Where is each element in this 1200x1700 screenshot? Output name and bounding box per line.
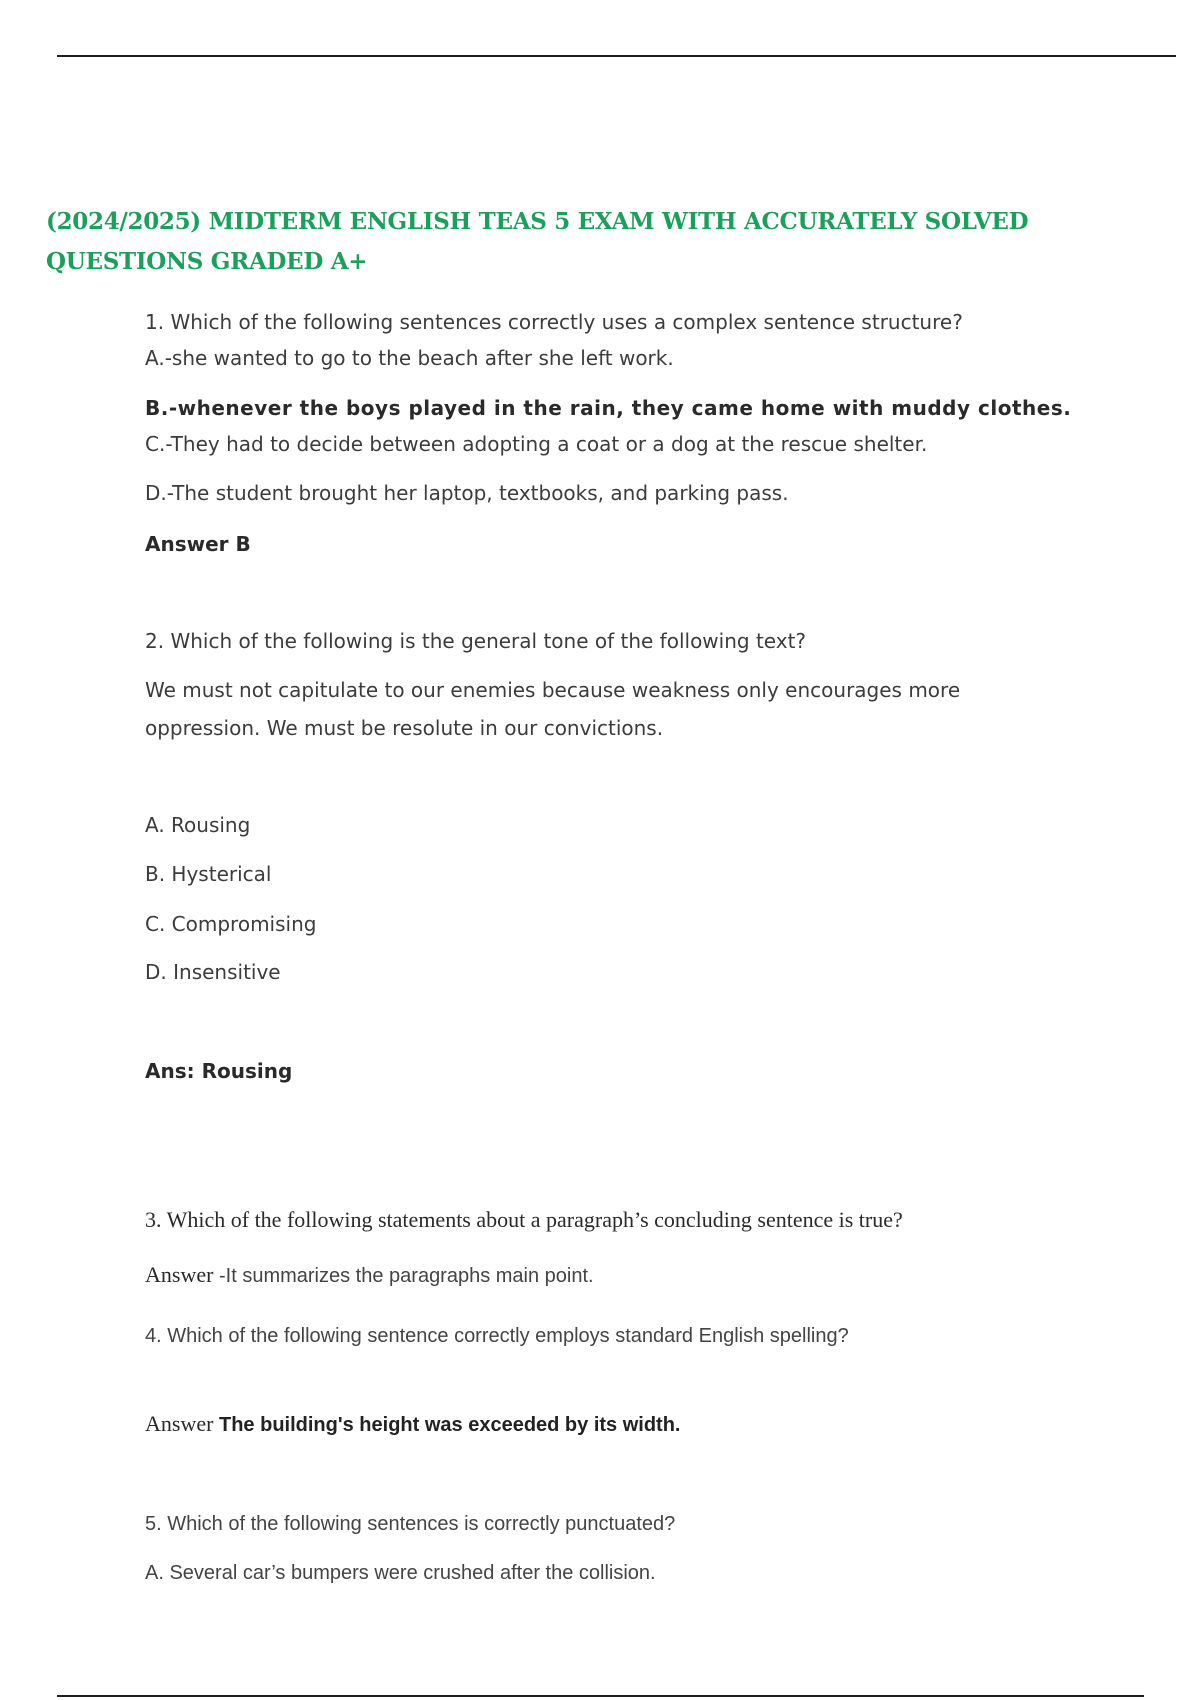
question-1-option-c: C.-They had to decide between adopting a coat or a dog at the rescue shelter.: [145, 432, 928, 456]
question-3-answer: [145, 1262, 594, 1288]
question-1: 1. Which of the following sentences correctly uses a complex sentence structure?: [145, 310, 963, 334]
question-2-option-b: B. Hysterical: [145, 862, 272, 886]
question-2-passage-line-1: We must not capitulate to our enemies because weakness only encourages more: [145, 678, 961, 702]
question-1-option-a: A.-she wanted to go to the beach after she left work.: [145, 346, 674, 370]
question-4-answer-label: Answer: [145, 1411, 214, 1436]
question-4: 4. Which of the following sentence correctly employs standard English spelling?: [145, 1325, 849, 1347]
question-3: 3. Which of the following statements about a paragraph’s concluding sentence is true?: [145, 1207, 903, 1232]
question-3-answer-text: -It summarizes the paragraphs main point.: [213, 1265, 594, 1287]
question-1-option-b: B.-whenever the boys played in the rain, they came home with muddy clothes.: [145, 396, 1072, 420]
question-2-option-d: D. Insensitive: [145, 960, 281, 984]
question-2-passage-line-2: oppression. We must be resolute in our convictions.: [145, 716, 664, 740]
question-1-answer: Answer B: [145, 532, 251, 556]
question-2-answer: Ans: Rousing: [145, 1059, 293, 1083]
top-rule: [57, 55, 1176, 57]
question-2: 2. Which of the following is the general tone of the following text?: [145, 629, 807, 653]
bottom-rule: [57, 1695, 1144, 1697]
question-4-answer: [145, 1411, 681, 1437]
question-5-option-a: A. Several car’s bumpers were crushed after the collision.: [145, 1562, 656, 1584]
question-2-option-c: C. Compromising: [145, 912, 317, 936]
question-5: 5. Which of the following sentences is correctly punctuated?: [145, 1513, 676, 1535]
question-2-option-a: A. Rousing: [145, 813, 251, 837]
question-4-answer-text: The building's height was exceeded by its width.: [213, 1414, 681, 1436]
document-title-line-1: (2024/2025) MIDTERM ENGLISH TEAS 5 EXAM WITH ACCURATELY SOLVED: [46, 208, 1029, 235]
document-title-line-2: QUESTIONS GRADED A+: [46, 248, 368, 275]
question-3-answer-label: Answer: [145, 1262, 214, 1287]
question-1-option-d: D.-The student brought her laptop, textbooks, and parking pass.: [145, 481, 789, 505]
